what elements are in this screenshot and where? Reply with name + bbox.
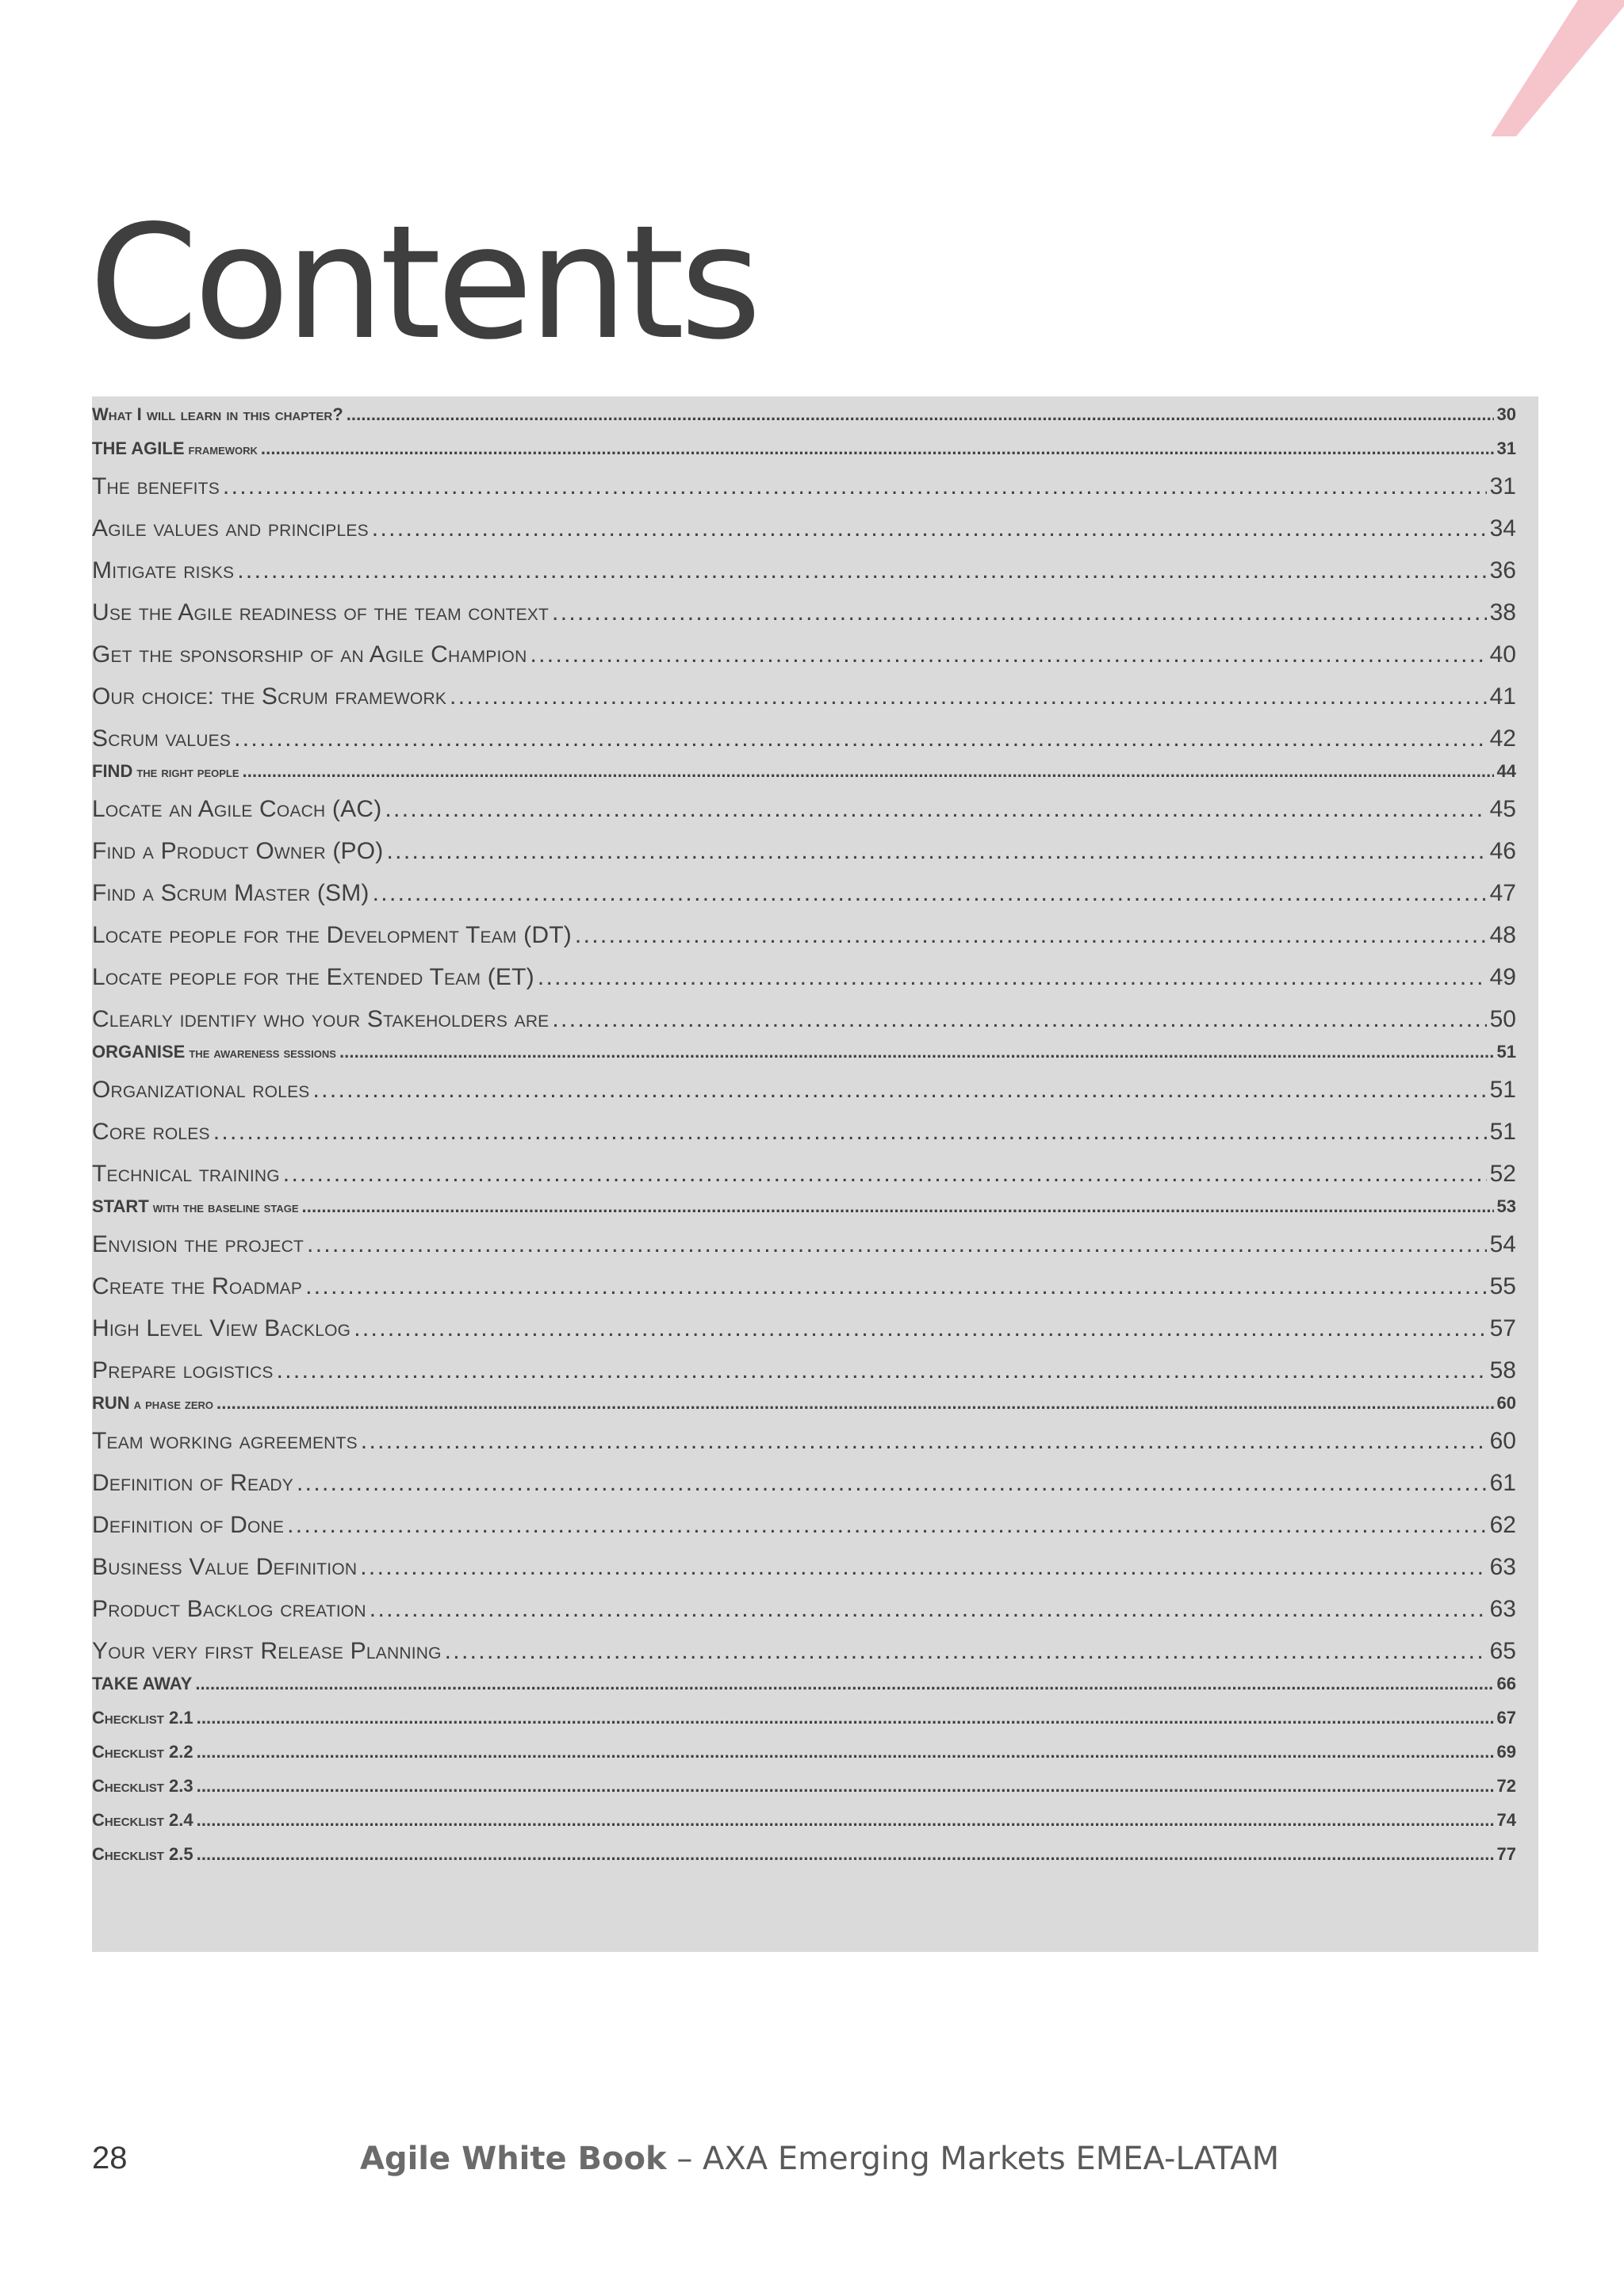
toc-entry-title (92, 1554, 357, 1581)
toc-entry-title (92, 1470, 293, 1497)
dot-leader (538, 964, 1487, 991)
toc-entry[interactable] (92, 1554, 1516, 1581)
toc-entry-lead: Create the Roadmap (92, 1273, 303, 1299)
toc-entry-lead: Use the Agile readiness of the team context (92, 599, 550, 626)
toc-page-number: 36 (1489, 557, 1516, 584)
toc-page-number: 58 (1489, 1357, 1516, 1383)
toc-entry[interactable] (92, 1708, 1516, 1728)
toc-entry[interactable] (92, 1273, 1516, 1300)
dot-leader (197, 1742, 1494, 1762)
toc-entry-lead: Agile values and principles (92, 515, 369, 541)
toc-entry-title (92, 404, 343, 425)
dot-leader (360, 1554, 1486, 1581)
dot-leader (197, 1708, 1494, 1728)
toc-entry-lead: Checklist 2.3 (92, 1776, 193, 1796)
dot-leader (361, 1428, 1487, 1455)
dot-leader (261, 438, 1494, 459)
toc-entry-title (92, 838, 384, 865)
toc-entry-title (92, 557, 234, 584)
toc-entry-title (92, 515, 369, 542)
toc-entry-lead: THE AGILE (92, 438, 185, 458)
toc-page-number: 45 (1489, 796, 1516, 822)
toc-entry-lead: What I will learn in this chapter? (92, 404, 343, 424)
toc-entry-lead: Get the sponsorship of an Agile Champion (92, 641, 527, 668)
dot-leader (373, 880, 1487, 907)
toc-entry-lead: START (92, 1196, 149, 1216)
toc-page-number: 66 (1496, 1674, 1516, 1693)
toc-page-number: 46 (1489, 838, 1516, 864)
toc-entry[interactable] (92, 557, 1516, 584)
corner-stripe-decoration (1475, 0, 1624, 143)
toc-entry[interactable] (92, 1742, 1516, 1762)
toc-entry-title (92, 1231, 304, 1258)
toc-entry-title (92, 1393, 213, 1414)
dot-leader (313, 1077, 1487, 1104)
toc-entry[interactable] (92, 1810, 1516, 1831)
toc-entry[interactable] (92, 1470, 1516, 1497)
toc-entry-title (92, 438, 258, 459)
dot-leader (354, 1315, 1486, 1342)
toc-entry-lead: Scrum values (92, 725, 232, 752)
toc-page-number: 53 (1496, 1196, 1516, 1216)
dot-leader (450, 683, 1487, 710)
toc-entry[interactable] (92, 1428, 1516, 1455)
dot-leader (530, 641, 1486, 668)
toc-entry-title (92, 1428, 358, 1455)
toc-entry[interactable] (92, 796, 1516, 823)
running-footer (360, 2141, 1279, 2177)
toc-entry-lead: TAKE AWAY (92, 1674, 193, 1693)
toc-page-number: 51 (1496, 1042, 1516, 1062)
toc-entry-lead: ORGANISE (92, 1042, 186, 1062)
toc-entry[interactable] (92, 1638, 1516, 1665)
toc-entry-lead: Product Backlog creation (92, 1596, 366, 1622)
toc-entry[interactable] (92, 1512, 1516, 1539)
toc-entry-title (92, 1638, 442, 1665)
dot-leader (575, 922, 1487, 949)
toc-entry[interactable] (92, 838, 1516, 865)
toc-entry-title (92, 725, 231, 752)
page-title: Contents (89, 191, 757, 374)
toc-entry-lead: Checklist 2.5 (92, 1844, 193, 1864)
toc-entry-title (92, 796, 381, 823)
toc-entry-title (92, 761, 239, 782)
toc-entry-title (92, 599, 549, 626)
toc-page-number: 77 (1496, 1844, 1516, 1864)
toc-entry[interactable] (92, 1315, 1516, 1342)
toc-entry-lead: Technical training (92, 1161, 280, 1187)
toc-entry[interactable] (92, 1161, 1516, 1188)
toc-page-number: 50 (1489, 1006, 1516, 1032)
toc-page-number: 48 (1489, 922, 1516, 948)
toc-page-number: 30 (1496, 404, 1516, 424)
toc-page-number: 31 (1496, 438, 1516, 458)
toc-page-number: 51 (1489, 1077, 1516, 1103)
toc-entry[interactable] (92, 515, 1516, 542)
toc-entry-lead: Locate an Agile Coach (AC) (92, 796, 382, 822)
dot-leader (197, 1776, 1494, 1797)
toc-page-number: 61 (1489, 1470, 1516, 1496)
toc-entry-lead: Our choice: the Scrum framework (92, 683, 447, 710)
toc-entry-lead: Definition of Done (92, 1512, 285, 1538)
toc-page-number: 57 (1489, 1315, 1516, 1341)
toc-entry-title (92, 1077, 310, 1104)
toc-page-number: 63 (1489, 1596, 1516, 1622)
dot-leader (552, 1006, 1486, 1033)
toc-page-number: 69 (1496, 1742, 1516, 1762)
toc-entry-rest: with the baseline stage (148, 1200, 299, 1215)
toc-entry[interactable] (92, 473, 1516, 500)
dot-leader (339, 1042, 1494, 1062)
toc-entry-rest: the awareness sessions (185, 1045, 336, 1061)
toc-page-number: 47 (1489, 880, 1516, 906)
toc-page-number: 42 (1489, 725, 1516, 752)
toc-entry-rest: a phase zero (129, 1396, 213, 1412)
dot-leader (347, 404, 1494, 425)
toc-entry-lead: Find a Product Owner (PO) (92, 838, 384, 864)
toc-page-number: 54 (1489, 1231, 1516, 1257)
toc-entry-title (92, 473, 220, 500)
toc-entry[interactable] (92, 641, 1516, 668)
toc-entry-title (92, 1006, 549, 1033)
toc-entry[interactable] (92, 1844, 1516, 1865)
dot-leader (302, 1196, 1494, 1217)
toc-page-number: 52 (1489, 1161, 1516, 1187)
dot-leader (216, 1393, 1494, 1414)
dot-leader (387, 838, 1487, 865)
toc-page-number: 38 (1489, 599, 1516, 626)
dot-leader (234, 725, 1487, 752)
toc-entry-lead: Checklist 2.2 (92, 1742, 193, 1762)
toc-entry-lead: FIND (92, 761, 133, 781)
toc-entry-lead: High Level View Backlog (92, 1315, 351, 1341)
toc-entry-title (92, 1844, 193, 1865)
toc-page-number: 65 (1489, 1638, 1516, 1664)
toc-entry[interactable] (92, 1042, 1516, 1062)
toc-entry-lead: Clearly identify who your Stakeholders are (92, 1006, 550, 1032)
toc-page-number: 55 (1489, 1273, 1516, 1299)
toc-entry-title (92, 1196, 299, 1217)
table-of-contents (92, 396, 1538, 1952)
dot-leader (370, 1596, 1487, 1623)
dot-leader (243, 761, 1494, 782)
page-number: 28 (92, 2141, 128, 2175)
toc-entry[interactable] (92, 880, 1516, 907)
toc-entry-title (92, 1042, 336, 1062)
toc-entry[interactable] (92, 404, 1516, 425)
toc-entry[interactable] (92, 725, 1516, 752)
toc-entry-lead: Locate people for the Extended Team (ET) (92, 964, 534, 990)
toc-page-number: 34 (1489, 515, 1516, 541)
toc-entry[interactable] (92, 761, 1516, 782)
toc-entry-title (92, 1596, 366, 1623)
toc-entry[interactable] (92, 1674, 1516, 1694)
toc-entry[interactable] (92, 1357, 1516, 1384)
toc-page-number: 60 (1496, 1393, 1516, 1413)
toc-entry-lead: Mitigate risks (92, 557, 235, 584)
toc-entry-lead: Checklist 2.1 (92, 1708, 193, 1728)
dot-leader (237, 557, 1486, 584)
toc-entry-lead: Organizational roles (92, 1077, 310, 1103)
toc-page-number: 31 (1489, 473, 1516, 499)
toc-page-number: 62 (1489, 1512, 1516, 1538)
dot-leader (197, 1844, 1494, 1865)
toc-entry-lead: Prepare logistics (92, 1357, 274, 1383)
dot-leader (283, 1161, 1487, 1188)
toc-entry[interactable] (92, 1119, 1516, 1146)
toc-entry-title (92, 1708, 193, 1728)
toc-entry[interactable] (92, 1231, 1516, 1258)
dot-leader (445, 1638, 1487, 1665)
toc-page-number: 51 (1489, 1119, 1516, 1145)
toc-page-number: 40 (1489, 641, 1516, 668)
dot-leader (385, 796, 1486, 823)
toc-entry-title (92, 1810, 193, 1831)
toc-entry-lead: Locate people for the Development Team (DT) (92, 922, 572, 948)
toc-entry[interactable] (92, 1196, 1516, 1217)
toc-page-number: 60 (1489, 1428, 1516, 1454)
toc-entry-title (92, 880, 370, 907)
toc-entry-lead: Checklist 2.4 (92, 1810, 193, 1830)
toc-entry[interactable] (92, 1596, 1516, 1623)
toc-entry-rest: framework (184, 442, 258, 457)
book-subtitle: – AXA Emerging Markets EMEA-LATAM (666, 2141, 1280, 2177)
toc-page-number: 72 (1496, 1776, 1516, 1796)
toc-page-number: 67 (1496, 1708, 1516, 1728)
toc-entry-lead: The benefits (92, 473, 220, 499)
toc-entry-title (92, 1742, 193, 1762)
toc-entry-title (92, 1357, 274, 1384)
toc-entry-title (92, 964, 534, 991)
dot-leader (277, 1357, 1487, 1384)
dot-leader (552, 599, 1487, 626)
toc-page-number: 74 (1496, 1810, 1516, 1830)
toc-entry-title (92, 1512, 284, 1539)
toc-entry-lead: Core roles (92, 1119, 210, 1145)
toc-entry[interactable] (92, 438, 1516, 459)
toc-entry-title (92, 1273, 302, 1300)
toc-entry-lead: Business Value Definition (92, 1554, 358, 1580)
toc-entry[interactable] (92, 1006, 1516, 1033)
dot-leader (297, 1470, 1487, 1497)
toc-entry-lead: Definition of Ready (92, 1470, 293, 1496)
dot-leader (213, 1119, 1487, 1146)
toc-entry-rest: the right people (132, 764, 239, 780)
toc-entry[interactable] (92, 1776, 1516, 1797)
toc-entry-title (92, 641, 527, 668)
toc-entry-title (92, 1315, 350, 1342)
toc-entry-title (92, 1161, 280, 1188)
toc-entry-title (92, 683, 446, 710)
toc-entry[interactable] (92, 964, 1516, 991)
toc-entry-lead: Envision the project (92, 1231, 304, 1257)
toc-entry-title (92, 1674, 192, 1694)
toc-page-number: 49 (1489, 964, 1516, 990)
toc-page-number: 41 (1489, 683, 1516, 710)
toc-entry-title (92, 1119, 210, 1146)
toc-entry-lead: Your very first Release Planning (92, 1638, 442, 1664)
toc-entry[interactable] (92, 599, 1516, 626)
toc-entry-lead: Find a Scrum Master (SM) (92, 880, 370, 906)
dot-leader (307, 1231, 1487, 1258)
toc-entry-lead: Team working agreements (92, 1428, 358, 1454)
toc-entry-title (92, 1776, 193, 1797)
dot-leader (305, 1273, 1487, 1300)
toc-entry[interactable] (92, 1393, 1516, 1414)
toc-entry[interactable] (92, 1077, 1516, 1104)
toc-entry-title (92, 922, 572, 949)
toc-page-number: 63 (1489, 1554, 1516, 1580)
toc-entry[interactable] (92, 683, 1516, 710)
toc-entry[interactable] (92, 922, 1516, 949)
dot-leader (197, 1810, 1494, 1831)
dot-leader (287, 1512, 1487, 1539)
book-title: Agile White Book (360, 2141, 667, 2177)
dot-leader (372, 515, 1487, 542)
dot-leader (195, 1674, 1493, 1694)
toc-page-number: 44 (1496, 761, 1516, 781)
dot-leader (223, 473, 1487, 500)
toc-entry-lead: RUN (92, 1393, 130, 1413)
